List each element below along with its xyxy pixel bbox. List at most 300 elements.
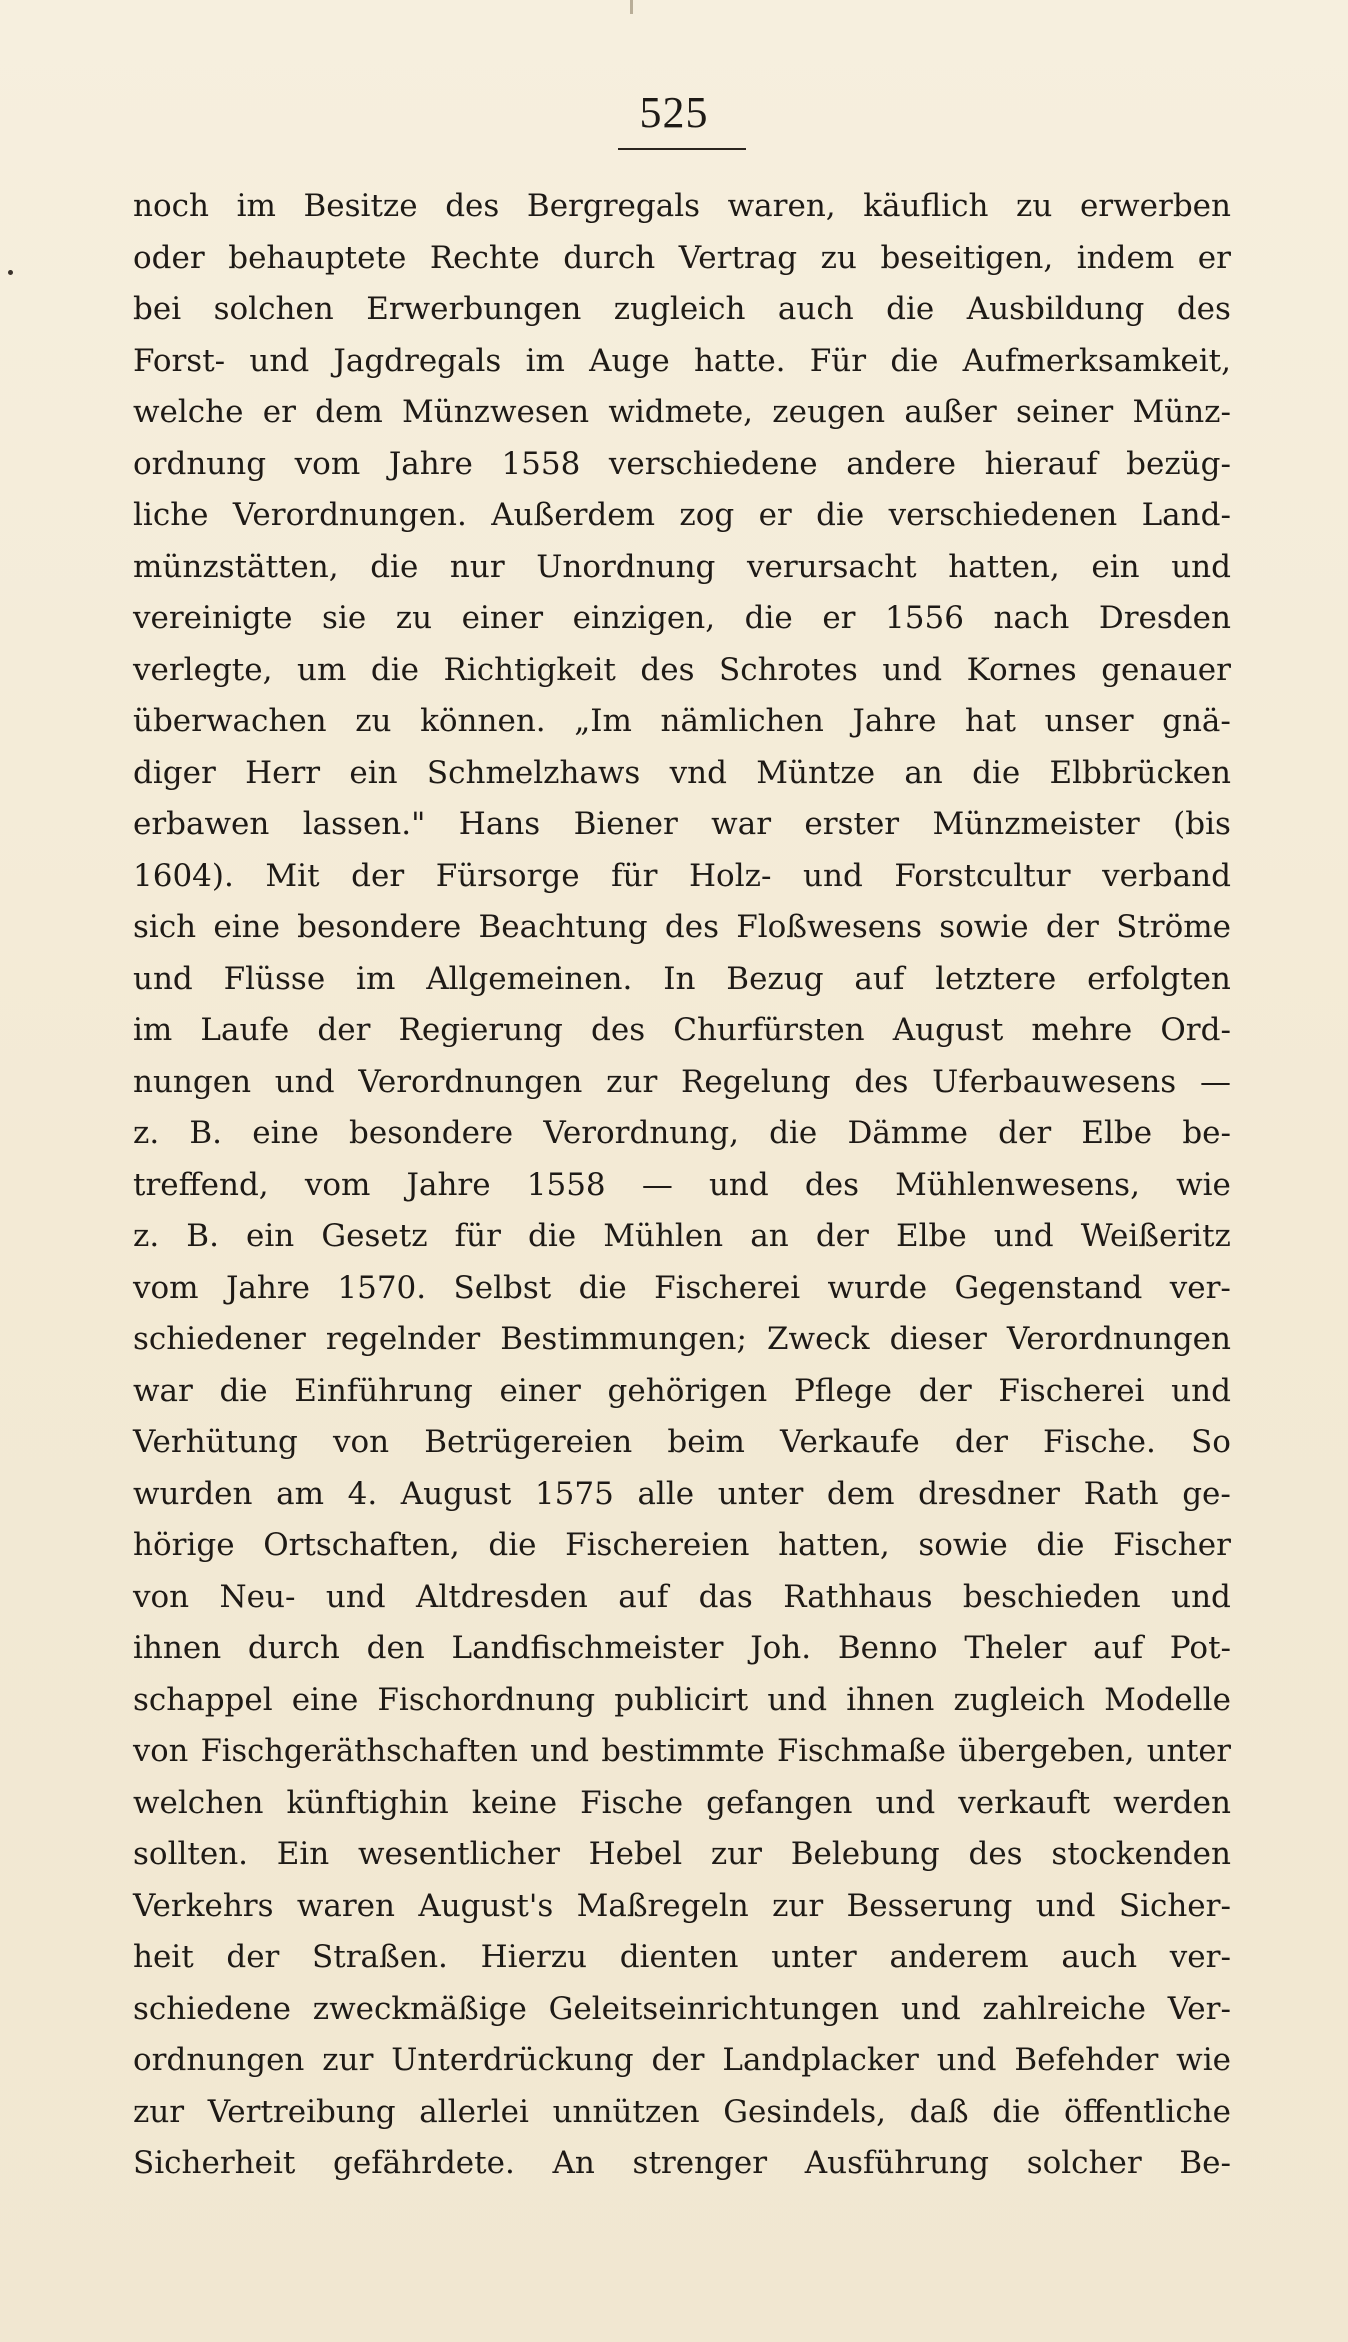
word: sie <box>322 600 367 636</box>
page-number: 525 <box>639 88 709 137</box>
word: schiedener <box>133 1321 306 1357</box>
word: vom <box>294 445 361 482</box>
word: Jahre <box>388 445 473 482</box>
word: die <box>886 291 935 327</box>
word: z. <box>133 1218 160 1254</box>
word: zur <box>322 2042 374 2078</box>
word: Besserung <box>846 1887 1013 1924</box>
word: des <box>640 651 695 688</box>
word: ordnungen <box>133 2042 305 2078</box>
word: welche <box>133 394 244 430</box>
word: eine <box>291 1681 359 1718</box>
word: eine <box>213 909 280 945</box>
word: und <box>993 1218 1054 1254</box>
word: gehörigen <box>607 1372 768 1409</box>
word: vom <box>304 1166 371 1203</box>
word: Vertrag <box>678 239 798 276</box>
word: bestimmte <box>601 1734 765 1769</box>
word: Land- <box>1141 497 1231 533</box>
paper-speck <box>8 270 13 275</box>
word: von <box>133 1734 189 1769</box>
word: übergeben, <box>958 1734 1135 1769</box>
word: unter <box>717 1475 804 1512</box>
word: Forst- <box>133 342 226 379</box>
word: beim <box>667 1424 745 1460</box>
word: werden <box>1113 1784 1231 1821</box>
word: Unordnung <box>536 548 716 585</box>
word: Herr <box>245 754 321 791</box>
word: dresdner <box>918 1475 1060 1512</box>
word: mehre <box>1031 1012 1133 1048</box>
word: auf <box>1093 1630 1144 1666</box>
word: Unterdrückung <box>391 2042 634 2078</box>
word: Gesindels, <box>723 2093 886 2130</box>
word: der <box>918 1372 972 1409</box>
word: im <box>356 960 396 997</box>
word: hatten, <box>948 548 1060 585</box>
word: Schrotes <box>719 651 858 688</box>
word: erfolgten <box>1087 960 1231 997</box>
word: eine <box>252 1115 319 1151</box>
word: verlegte, <box>133 651 273 688</box>
text-line <box>133 593 1231 645</box>
word: und <box>1035 1887 1096 1924</box>
word: des <box>968 1836 1023 1872</box>
word: Schmelzhaws <box>426 754 641 791</box>
word: beseitigen, <box>880 239 1054 276</box>
word: Bezug <box>726 960 824 997</box>
word: Theler <box>964 1630 1067 1666</box>
word: zur <box>710 1836 762 1872</box>
word: verband <box>1102 857 1231 894</box>
word: Betrügereien <box>424 1424 633 1460</box>
word: und <box>133 960 193 997</box>
word: an <box>904 754 943 791</box>
word: er <box>262 394 296 430</box>
word: Besitze <box>303 188 418 224</box>
word: auf <box>618 1578 669 1615</box>
word: Pot- <box>1169 1630 1231 1666</box>
word: Fischer <box>1113 1527 1231 1563</box>
word: stockenden <box>1051 1836 1231 1872</box>
text-line <box>133 799 1231 851</box>
word: Uferbauwesens <box>932 1063 1177 1100</box>
word: des <box>591 1012 646 1048</box>
header-rule <box>618 148 746 150</box>
word: Belebung <box>790 1836 940 1872</box>
text-line <box>133 1211 1231 1263</box>
word: den <box>366 1630 425 1666</box>
word: die <box>1036 1527 1085 1563</box>
word: er <box>822 600 856 636</box>
word: für <box>611 857 658 894</box>
word: Fürsorge <box>435 857 580 894</box>
word: Joh. <box>750 1630 812 1666</box>
word: Münzmeister <box>932 806 1140 842</box>
word: August's <box>418 1887 554 1924</box>
word: gnä- <box>1162 703 1231 739</box>
word: des <box>854 1063 909 1100</box>
word: und <box>1171 1578 1231 1615</box>
text-line <box>133 1417 1231 1469</box>
word: hat <box>965 703 1016 739</box>
word: Ausführung <box>804 2145 989 2181</box>
word: An <box>552 2145 595 2181</box>
word: Ausbildung <box>966 291 1145 327</box>
word: — <box>641 1166 673 1203</box>
word: anderem <box>889 1939 1029 1975</box>
word: verschiedenen <box>888 497 1118 533</box>
word: das <box>698 1578 753 1615</box>
word: Verordnungen <box>358 1063 583 1100</box>
word: Verkaufe <box>779 1424 920 1460</box>
word: hatte. <box>693 342 786 379</box>
word: verschiedene <box>608 445 818 482</box>
word: letztere <box>935 960 1057 997</box>
word: Bergregals <box>526 188 701 224</box>
word: Zweck <box>767 1321 870 1357</box>
text-line <box>133 2035 1231 2087</box>
word: Gesetz <box>321 1218 428 1254</box>
word: die <box>972 754 1021 791</box>
word: Außerdem <box>491 497 655 533</box>
text-line <box>133 851 1231 903</box>
word: zeugen <box>772 394 886 430</box>
word: zahlreiche <box>982 1990 1146 2027</box>
word: und <box>1171 1372 1231 1409</box>
word: die <box>992 2093 1041 2130</box>
word: er <box>1197 239 1231 276</box>
word: (bis <box>1173 806 1231 842</box>
text-line <box>133 336 1231 388</box>
word: andere <box>846 445 956 482</box>
word: Kornes <box>966 651 1077 688</box>
word: nungen <box>133 1063 252 1100</box>
word: der <box>351 857 405 894</box>
word: Rath <box>1083 1475 1159 1512</box>
word: welchen <box>133 1784 264 1821</box>
word: des <box>664 909 719 945</box>
text-line <box>133 1057 1231 1109</box>
word: zur <box>133 2093 185 2130</box>
word: der <box>998 1115 1052 1151</box>
word: regelnder <box>325 1321 481 1357</box>
word: August <box>400 1475 512 1512</box>
word: zur <box>772 1887 824 1924</box>
word: Allgemeinen. <box>426 960 633 997</box>
word: einzigen, <box>572 600 716 636</box>
word: Regierung <box>398 1012 563 1048</box>
word: Bestimmungen; <box>500 1321 747 1357</box>
word: Verordnungen <box>1006 1321 1231 1357</box>
word: die <box>816 497 865 533</box>
word: auf <box>854 960 905 997</box>
word: ordnung <box>133 445 267 482</box>
word: die <box>488 1527 537 1563</box>
word: vereinigte <box>133 600 293 636</box>
word: hatten, <box>778 1527 890 1563</box>
word: Hebel <box>588 1836 683 1872</box>
text-line <box>133 1520 1231 1572</box>
word: Hierzu <box>480 1939 588 1975</box>
text-line <box>133 490 1231 542</box>
word: Jahre <box>406 1166 491 1203</box>
text-line <box>133 1108 1231 1160</box>
word: Richtigkeit <box>443 651 616 688</box>
word: Fischerei <box>998 1372 1145 1409</box>
word: öffentliche <box>1064 2093 1231 2130</box>
word: solchen <box>213 291 334 327</box>
word: Beachtung <box>478 909 648 945</box>
word: zog <box>679 497 735 533</box>
word: Dämme <box>847 1115 968 1151</box>
word: Be- <box>1179 2145 1231 2181</box>
word: zugleich <box>613 291 746 327</box>
text-line <box>133 1572 1231 1624</box>
word: verursacht <box>747 548 917 585</box>
text-line <box>133 696 1231 748</box>
word: und <box>530 1734 590 1769</box>
text-line <box>133 181 1231 233</box>
word: lassen." <box>302 806 426 842</box>
text-line <box>133 233 1231 285</box>
word: Ver- <box>1167 1990 1231 2027</box>
word: ihnen <box>846 1681 935 1718</box>
word: Landfischmeister <box>451 1630 724 1666</box>
text-line <box>133 1932 1231 1984</box>
word: Landplacker <box>722 2042 919 2078</box>
word: Vertreibung <box>207 2093 396 2130</box>
text-line <box>133 1881 1231 1933</box>
word: auch <box>777 291 854 327</box>
word: Müntze <box>756 754 876 791</box>
word: Weißeritz <box>1080 1218 1231 1254</box>
word: im <box>236 188 276 224</box>
word: Dresden <box>1098 600 1231 636</box>
word: die <box>370 548 419 585</box>
word: Biener <box>573 806 678 842</box>
word: Jagdregals <box>333 342 502 379</box>
word: Neu- <box>219 1578 296 1615</box>
word: Straßen. <box>312 1939 448 1975</box>
word: Fischereien <box>565 1527 750 1563</box>
word: unter <box>771 1939 857 1975</box>
word: erbawen <box>133 806 270 842</box>
word: seiner <box>1015 394 1114 430</box>
word: widmete, <box>608 394 754 430</box>
word: Ströme <box>1116 909 1231 945</box>
word: und <box>875 1784 936 1821</box>
word: ihnen <box>133 1630 222 1666</box>
word: Jahre <box>225 1269 310 1306</box>
word: des <box>445 188 500 224</box>
word: die <box>528 1218 577 1254</box>
word: nach <box>993 600 1070 636</box>
word: Gegenstand <box>954 1269 1143 1306</box>
word: Fische. <box>1043 1424 1156 1460</box>
word: Pflege <box>793 1372 893 1409</box>
word: war <box>133 1372 193 1409</box>
text-line <box>133 2138 1231 2190</box>
word: der <box>1045 909 1099 945</box>
word: erwerben <box>1079 188 1231 224</box>
word: künftighin <box>286 1784 449 1821</box>
word: durch <box>247 1630 340 1666</box>
text-line <box>133 542 1231 594</box>
word: unser <box>1044 703 1134 739</box>
word: dem <box>315 394 383 430</box>
word: liche <box>133 497 209 533</box>
word: wesentlicher <box>358 1836 560 1872</box>
word: 1558 <box>526 1166 606 1203</box>
word: Verordnung, <box>543 1115 739 1151</box>
word: treffend, <box>133 1166 269 1203</box>
word: schappel <box>133 1681 273 1718</box>
word: Münzwesen <box>401 394 590 430</box>
word: besondere <box>349 1115 514 1151</box>
word: einer <box>461 600 544 636</box>
word: sollten. <box>133 1836 249 1872</box>
word: am <box>276 1475 324 1512</box>
word: — <box>1199 1063 1231 1100</box>
word: Einführung <box>294 1372 473 1409</box>
word: Modelle <box>1104 1681 1231 1718</box>
word: dem <box>826 1475 895 1512</box>
word: Flüsse <box>223 960 326 997</box>
word: Forstcultur <box>894 857 1071 894</box>
word: hörige <box>133 1527 235 1563</box>
word: Hans <box>458 806 541 842</box>
word: Maßregeln <box>576 1887 749 1924</box>
word: um <box>296 651 347 688</box>
word: waren, <box>727 188 836 224</box>
word: und <box>1171 548 1231 585</box>
word: Ein <box>276 1836 330 1872</box>
word: Sicherheit <box>133 2145 296 2181</box>
word: er <box>758 497 792 533</box>
word: zur <box>606 1063 658 1100</box>
word: münzstätten, <box>133 548 339 585</box>
word: ver- <box>1169 1269 1231 1306</box>
word: des <box>804 1166 860 1203</box>
paper-mark <box>630 0 633 14</box>
text-line <box>133 1778 1231 1830</box>
word: ein <box>246 1218 295 1254</box>
word: publicirt <box>614 1681 749 1718</box>
word: Elbbrücken <box>1049 754 1231 791</box>
word: und <box>274 1063 335 1100</box>
text-line <box>133 2087 1231 2139</box>
text-line <box>133 1675 1231 1727</box>
word: sowie <box>918 1527 1008 1563</box>
word: Regelung <box>681 1063 831 1100</box>
word: Fischmaße <box>777 1734 946 1769</box>
word: und <box>767 1681 828 1718</box>
word: die <box>578 1269 627 1306</box>
word: besondere <box>297 909 462 945</box>
word: 1570. <box>337 1269 427 1306</box>
word: Für <box>809 342 867 379</box>
word: dieser <box>889 1321 987 1357</box>
word: ver- <box>1169 1939 1231 1975</box>
word: Fischerei <box>654 1269 801 1306</box>
word: ge- <box>1182 1475 1231 1512</box>
word: z. <box>133 1115 160 1151</box>
word: bezüg- <box>1126 445 1231 482</box>
word: und <box>882 651 943 688</box>
word: Fischordnung <box>377 1681 596 1718</box>
word: beschieden <box>962 1578 1141 1615</box>
word: zweckmäßige <box>312 1990 527 2027</box>
text-line <box>133 1469 1231 1521</box>
word: zu <box>820 239 857 276</box>
body-text <box>133 181 1231 2190</box>
word: und <box>325 1578 386 1615</box>
word: 1604). <box>133 857 234 894</box>
word: wie <box>1176 1166 1231 1203</box>
text-line <box>133 439 1231 491</box>
word: wurde <box>827 1269 928 1306</box>
word: die <box>890 342 939 379</box>
word: behauptete <box>228 239 407 276</box>
word: die <box>744 600 793 636</box>
word: Verordnungen. <box>232 497 467 533</box>
word: Mühlen <box>603 1218 724 1254</box>
text-line <box>133 284 1231 336</box>
word: Churfürsten <box>673 1012 865 1048</box>
word: strenger <box>632 2145 768 2181</box>
word: Mühlenwesens, <box>895 1166 1140 1203</box>
word: auch <box>1061 1939 1138 1975</box>
word: diger <box>133 754 216 791</box>
word: Benno <box>837 1630 938 1666</box>
word: Ortschaften, <box>263 1527 460 1563</box>
word: einer <box>499 1372 581 1409</box>
word: Altdresden <box>416 1578 588 1615</box>
word: Mit <box>265 857 320 894</box>
text-line <box>133 1263 1231 1315</box>
word: Laufe <box>200 1012 290 1048</box>
word: der <box>651 2042 705 2078</box>
word: 1575 <box>534 1475 614 1512</box>
word: zu <box>355 703 392 739</box>
word: gefangen <box>706 1784 853 1821</box>
word: be- <box>1182 1115 1231 1151</box>
word: verkauft <box>958 1784 1091 1821</box>
word: bei <box>133 291 182 327</box>
word: dienten <box>619 1939 739 1975</box>
word: waren <box>296 1887 395 1924</box>
word: alle <box>637 1475 695 1512</box>
text-line <box>133 1726 1231 1778</box>
word: genauer <box>1101 651 1231 688</box>
word: allerlei <box>419 2093 529 2130</box>
word: käuflich <box>863 188 989 224</box>
word: für <box>454 1218 501 1254</box>
word: Selbst <box>453 1269 552 1306</box>
word: Rechte <box>429 239 540 276</box>
word: die <box>370 651 419 688</box>
word: und <box>249 342 310 379</box>
word: können. <box>420 703 546 739</box>
word: daß <box>909 2093 969 2130</box>
word: August <box>892 1012 1004 1048</box>
word: B. <box>189 1115 223 1151</box>
word: Aufmerksamkeit, <box>962 342 1231 379</box>
word: Verkehrs <box>133 1887 274 1924</box>
word: gefährdete. <box>333 2145 515 2181</box>
word: Münz- <box>1132 394 1231 430</box>
